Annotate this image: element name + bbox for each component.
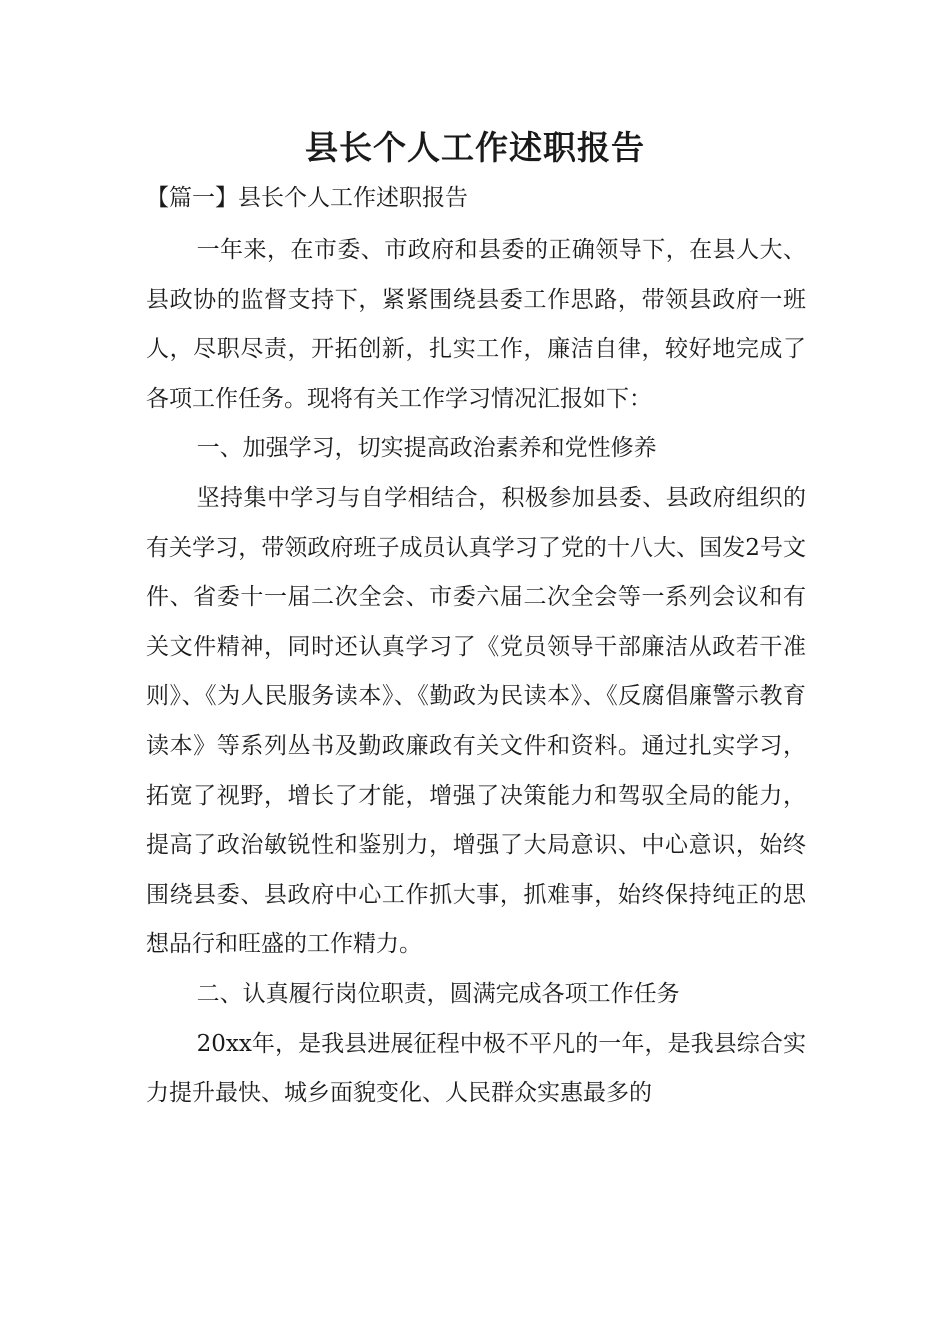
section-heading-2: 二、认真履行岗位职责，圆满完成各项工作任务 <box>196 980 680 1007</box>
paragraph-work: 20xx年，是我县进展征程中极不平凡的一年，是我县综合实力提升最快、城乡面貌变化、人民群众实惠最多的 <box>146 1030 806 1107</box>
section-label: 【篇一】县长个人工作述职报告 <box>146 185 468 211</box>
section-heading-1: 一、加强学习，切实提高政治素养和党性修养 <box>196 435 657 462</box>
document-body <box>146 226 806 1119</box>
paragraph-intro: 一年来，在市委、市政府和县委的正确领导下，在县人大、县政协的监督支持下，紧紧围绕县委工作思路，带领县政府一班人，尽职尽责，开拓创新，扎实工作，廉洁自律，较好地完成了各项工作任务。现将有关工作学习情况汇报如下： <box>146 237 806 412</box>
paragraph-study: 坚持集中学习与自学相结合，积极参加县委、县政府组织的有关学习，带领政府班子成员认真学习了党的十八大、国发2号文件、省委十一届二次全会、市委六届二次全会等一系列会议和有关文件精神，同时还认真学习了《党员领导干部廉洁从政若干准则》、《为人民服务读本》、《勤政为民读本》、《反腐倡廉警示教育读本》等系列丛书及勤政廉政有关文件和资料。通过扎实学习，拓宽了视野，增长了才能，增强了决策能力和驾驭全局的能力，提高了政治敏锐性和鉴别力，增强了大局意识、中心意识，始终围绕县委、县政府中心工作抓大事，抓难事，始终保持纯正的思想品行和旺盛的工作精力。 <box>146 484 806 958</box>
document-title: 县长个人工作述职报告 <box>305 128 645 167</box>
